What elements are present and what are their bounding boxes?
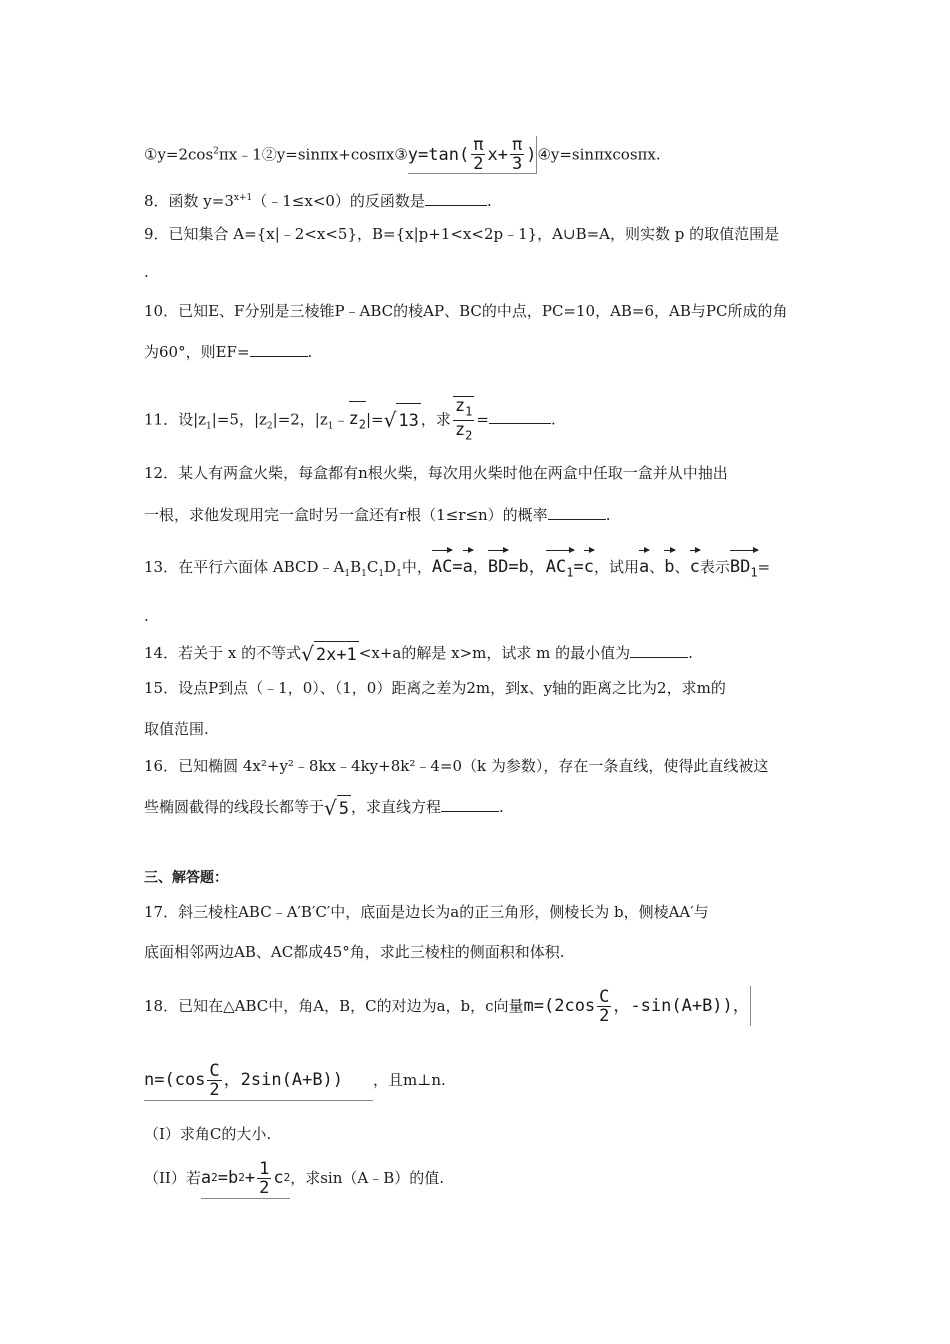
fraction-numerator: π bbox=[511, 135, 523, 155]
separator: 、 bbox=[649, 558, 665, 576]
subscript: 2 bbox=[358, 417, 366, 432]
fraction-denominator: 3 bbox=[511, 154, 523, 174]
fraction-numerator: 1 bbox=[259, 1158, 270, 1179]
pi-over-3-fraction bbox=[510, 136, 524, 173]
z-symbol: z bbox=[454, 396, 466, 416]
section-title: 三、解答题： bbox=[144, 870, 228, 886]
option-1-exponent: 2 bbox=[213, 146, 219, 157]
vector-c: c bbox=[690, 548, 700, 582]
pi-over-2-fraction bbox=[471, 136, 485, 173]
fraction-denominator: 2 bbox=[473, 154, 484, 174]
q12-end: . bbox=[605, 506, 611, 524]
sqrt-5 bbox=[324, 795, 351, 822]
q13-text: D bbox=[384, 558, 397, 576]
q11-text: ，求 bbox=[420, 410, 451, 429]
tan-func: y=tan( bbox=[407, 144, 470, 165]
vector-m-formula bbox=[524, 986, 751, 1026]
q16-text: 16．已知椭圆 4x²+y²﹣8kx﹣4ky+8k²﹣4=0（k 为参数），存在一条直线，使得此直线被这 bbox=[144, 757, 769, 775]
c-over-2-fraction bbox=[597, 988, 611, 1025]
q18-part2-tail: ，求sin（A﹣B）的值. bbox=[290, 1169, 444, 1187]
fraction-denominator: 2 bbox=[599, 1005, 610, 1026]
q14-text: 14．若关于 x 的不等式 bbox=[144, 644, 302, 662]
question-18-part-2 bbox=[144, 1158, 444, 1199]
q10-text-2: 为60°，则EF= bbox=[144, 343, 250, 361]
c-over-2-fraction bbox=[207, 1062, 221, 1099]
radical-sign: √ bbox=[324, 795, 337, 820]
subscript: 1 bbox=[378, 569, 385, 579]
question-16-line-1 bbox=[144, 756, 768, 776]
q11-text: = bbox=[476, 410, 489, 429]
q13-text: ，试用 bbox=[594, 558, 640, 576]
option-3-marker: ③ bbox=[394, 145, 408, 164]
q11-end: . bbox=[550, 410, 556, 429]
c-var: c bbox=[273, 1168, 284, 1188]
q14-end: . bbox=[688, 644, 693, 662]
option-4: ④y=sinπxcosπx. bbox=[537, 145, 661, 164]
question-15-line-2 bbox=[144, 719, 209, 739]
q9-dot: . bbox=[144, 263, 149, 281]
q12-text: 12．某人有两盒火柴，每盒都有n根火柴，每次用火柴时他在两盒中任取一盒并从中抽出 bbox=[144, 464, 728, 482]
comma: ， bbox=[732, 996, 750, 1016]
q9-text: 9．已知集合 A={x|﹣2<x<5}，B={x|p+1<x<2p﹣1}，A∪B=A，则实数 p 的取值范围是 bbox=[144, 225, 780, 243]
question-17-line-1 bbox=[144, 902, 709, 922]
exponent: 2 bbox=[238, 1171, 245, 1184]
q17-text-2: 底面相邻两边AB、AC都成45°角，求此三棱柱的侧面积和体积. bbox=[144, 943, 565, 961]
n-formula-start: n=(cos bbox=[144, 1070, 206, 1090]
q16-text-3: ，求直线方程 bbox=[351, 798, 442, 816]
subscript: 2 bbox=[465, 428, 473, 443]
answer-blank bbox=[250, 342, 308, 357]
radical-sign: √ bbox=[301, 641, 314, 666]
sqrt-2x-plus-1 bbox=[301, 641, 359, 668]
vector-ac: AC bbox=[432, 548, 452, 582]
n-formula-end: ，2sin(A+B)) bbox=[223, 1070, 344, 1090]
fraction-numerator: π bbox=[473, 135, 484, 155]
side-relation-formula bbox=[201, 1158, 290, 1199]
fraction-denominator bbox=[453, 421, 474, 444]
equals: = bbox=[757, 558, 771, 576]
q8-text: 8．函数 y=3 bbox=[144, 192, 234, 210]
q13-dot: . bbox=[144, 607, 149, 625]
q8-text-tail: （﹣1≤x<0）的反函数是 bbox=[252, 192, 425, 210]
subscript: 1 bbox=[361, 569, 367, 579]
question-12-line-2 bbox=[144, 505, 610, 525]
subscript: 1 bbox=[206, 421, 212, 432]
q18-part2-text: （II）若 bbox=[144, 1169, 201, 1187]
fraction-numerator: C bbox=[599, 986, 610, 1007]
m-formula-start: m=(2cos bbox=[523, 996, 596, 1016]
q18-part1: （I）求角C的大小. bbox=[144, 1125, 272, 1143]
vector-bd-eq: =b， bbox=[508, 557, 546, 577]
option-2: ②y=sinπx+cosπx bbox=[261, 145, 395, 164]
q13-text: 表示 bbox=[699, 558, 730, 576]
radicand: 2x+1 bbox=[314, 641, 359, 668]
question-10-line-1 bbox=[144, 301, 787, 321]
a-var: a bbox=[200, 1168, 212, 1188]
subscript: 1 bbox=[750, 565, 758, 580]
question-18-part-1 bbox=[144, 1124, 271, 1144]
fraction-denominator: 2 bbox=[259, 1177, 270, 1198]
q11-text: |=5，|z bbox=[211, 410, 267, 429]
answer-blank bbox=[630, 643, 688, 658]
q16-text-2: 些椭圆截得的线段长都等于 bbox=[144, 798, 325, 816]
question-9 bbox=[144, 224, 779, 244]
z2-conjugate bbox=[349, 401, 366, 441]
q13-text: 中， bbox=[401, 558, 432, 576]
sqrt-13 bbox=[384, 403, 421, 438]
q16-end: . bbox=[499, 798, 504, 816]
formula-close: ) bbox=[526, 144, 537, 165]
exponent: 2 bbox=[211, 1171, 218, 1184]
answer-blank bbox=[489, 409, 551, 424]
radicand: 5 bbox=[337, 795, 351, 822]
subscript: 1 bbox=[327, 421, 334, 432]
answer-blank bbox=[548, 505, 606, 520]
fraction-numerator bbox=[453, 396, 474, 421]
question-16-line-2 bbox=[144, 794, 504, 822]
q11-text: |= bbox=[366, 410, 384, 429]
question-9-end bbox=[144, 262, 149, 282]
vector-bd1 bbox=[730, 548, 758, 587]
q13-text: C bbox=[366, 558, 379, 576]
fraction-denominator: 2 bbox=[209, 1079, 220, 1100]
equals: = bbox=[452, 557, 463, 577]
subscript: 1 bbox=[344, 569, 351, 579]
q11-text: ﹣ bbox=[333, 410, 349, 429]
q11-text: 11．设|z bbox=[144, 410, 207, 429]
question-11 bbox=[144, 396, 556, 445]
vector-a: a bbox=[463, 548, 473, 582]
subscript: 1 bbox=[396, 569, 402, 579]
equals-b: =b bbox=[217, 1168, 239, 1188]
question-17-line-2 bbox=[144, 942, 565, 962]
vector-label: BD bbox=[729, 557, 751, 577]
q8-exponent: x+1 bbox=[233, 193, 253, 203]
q10-text: 10．已知E、F分别是三棱锥P﹣ABC的棱AP、BC的中点，PC=10，AB=6，AB与PC所成的角 bbox=[144, 302, 788, 320]
question-7-options bbox=[144, 136, 661, 174]
plus: + bbox=[244, 1168, 256, 1188]
one-half-fraction bbox=[257, 1160, 271, 1197]
q11-text: |=2，|z bbox=[272, 410, 328, 429]
q15-text: 15．设点P到点（﹣1，0）、（1，0）距离之差为2m，到x、y轴的距离之比为2，求m的 bbox=[144, 679, 726, 697]
q17-text: 17．斜三棱柱ABC﹣A′B′C′中，底面是边长为a的正三角形，侧棱长为 b，侧棱AA′与 bbox=[144, 903, 709, 921]
q15-text-2: 取值范围. bbox=[144, 720, 209, 738]
option-1: ①y=2cos bbox=[144, 145, 214, 164]
answer-blank bbox=[425, 191, 487, 206]
option-3-formula bbox=[408, 136, 538, 174]
subscript: 2 bbox=[266, 421, 273, 432]
question-14 bbox=[144, 640, 693, 668]
vector-ac1 bbox=[546, 548, 574, 587]
question-15-line-1 bbox=[144, 678, 726, 698]
z-symbol: z bbox=[348, 409, 359, 430]
fraction-numerator: C bbox=[209, 1060, 220, 1081]
separator: 、 bbox=[674, 558, 690, 576]
question-12-line-1 bbox=[144, 463, 728, 483]
answer-blank bbox=[441, 797, 499, 812]
vector-bd: BD bbox=[488, 548, 508, 582]
question-13 bbox=[144, 548, 770, 589]
question-18-line-1 bbox=[144, 986, 751, 1026]
subscript: 1 bbox=[465, 404, 473, 419]
question-8 bbox=[144, 188, 492, 211]
subscript: 1 bbox=[566, 565, 574, 580]
radicand: 13 bbox=[396, 403, 420, 438]
option-1-tail: πx﹣1 bbox=[218, 145, 262, 164]
vector-n-formula bbox=[144, 1060, 373, 1101]
q14-text-tail: <x+a的解是 x>m，试求 m 的最小值为 bbox=[358, 644, 631, 662]
radical-sign: √ bbox=[383, 407, 397, 432]
section-heading bbox=[144, 868, 228, 888]
vector-c: c bbox=[584, 548, 594, 582]
z-symbol: z bbox=[454, 420, 466, 441]
q18-text-2: ，且m⊥n. bbox=[373, 1071, 446, 1089]
m-formula-end: ，-sin(A+B)) bbox=[613, 996, 733, 1016]
q8-end: . bbox=[486, 192, 492, 210]
comma: ， bbox=[472, 558, 488, 576]
vector-a: a bbox=[639, 548, 649, 582]
equals: = bbox=[573, 557, 584, 577]
q13-text: B bbox=[350, 558, 362, 576]
formula-middle: x+ bbox=[487, 144, 508, 165]
q12-text-2: 一根，求他发现用完一盒时另一盒还有r根（1≤r≤n）的概率 bbox=[144, 506, 548, 524]
question-18-line-2 bbox=[144, 1060, 446, 1101]
q10-end: . bbox=[307, 343, 313, 361]
q13-text: 13．在平行六面体 ABCD﹣A bbox=[144, 558, 345, 576]
vector-b: b bbox=[664, 548, 674, 582]
question-13-end bbox=[144, 606, 149, 626]
vector-label: AC bbox=[545, 557, 567, 577]
question-10-line-2 bbox=[144, 342, 312, 362]
z1-bar-over-z2-fraction bbox=[453, 396, 474, 445]
q18-text: 18．已知在△ABC中，角A，B，C的对边为a，b，c向量 bbox=[144, 997, 524, 1015]
exponent: 2 bbox=[283, 1171, 291, 1184]
